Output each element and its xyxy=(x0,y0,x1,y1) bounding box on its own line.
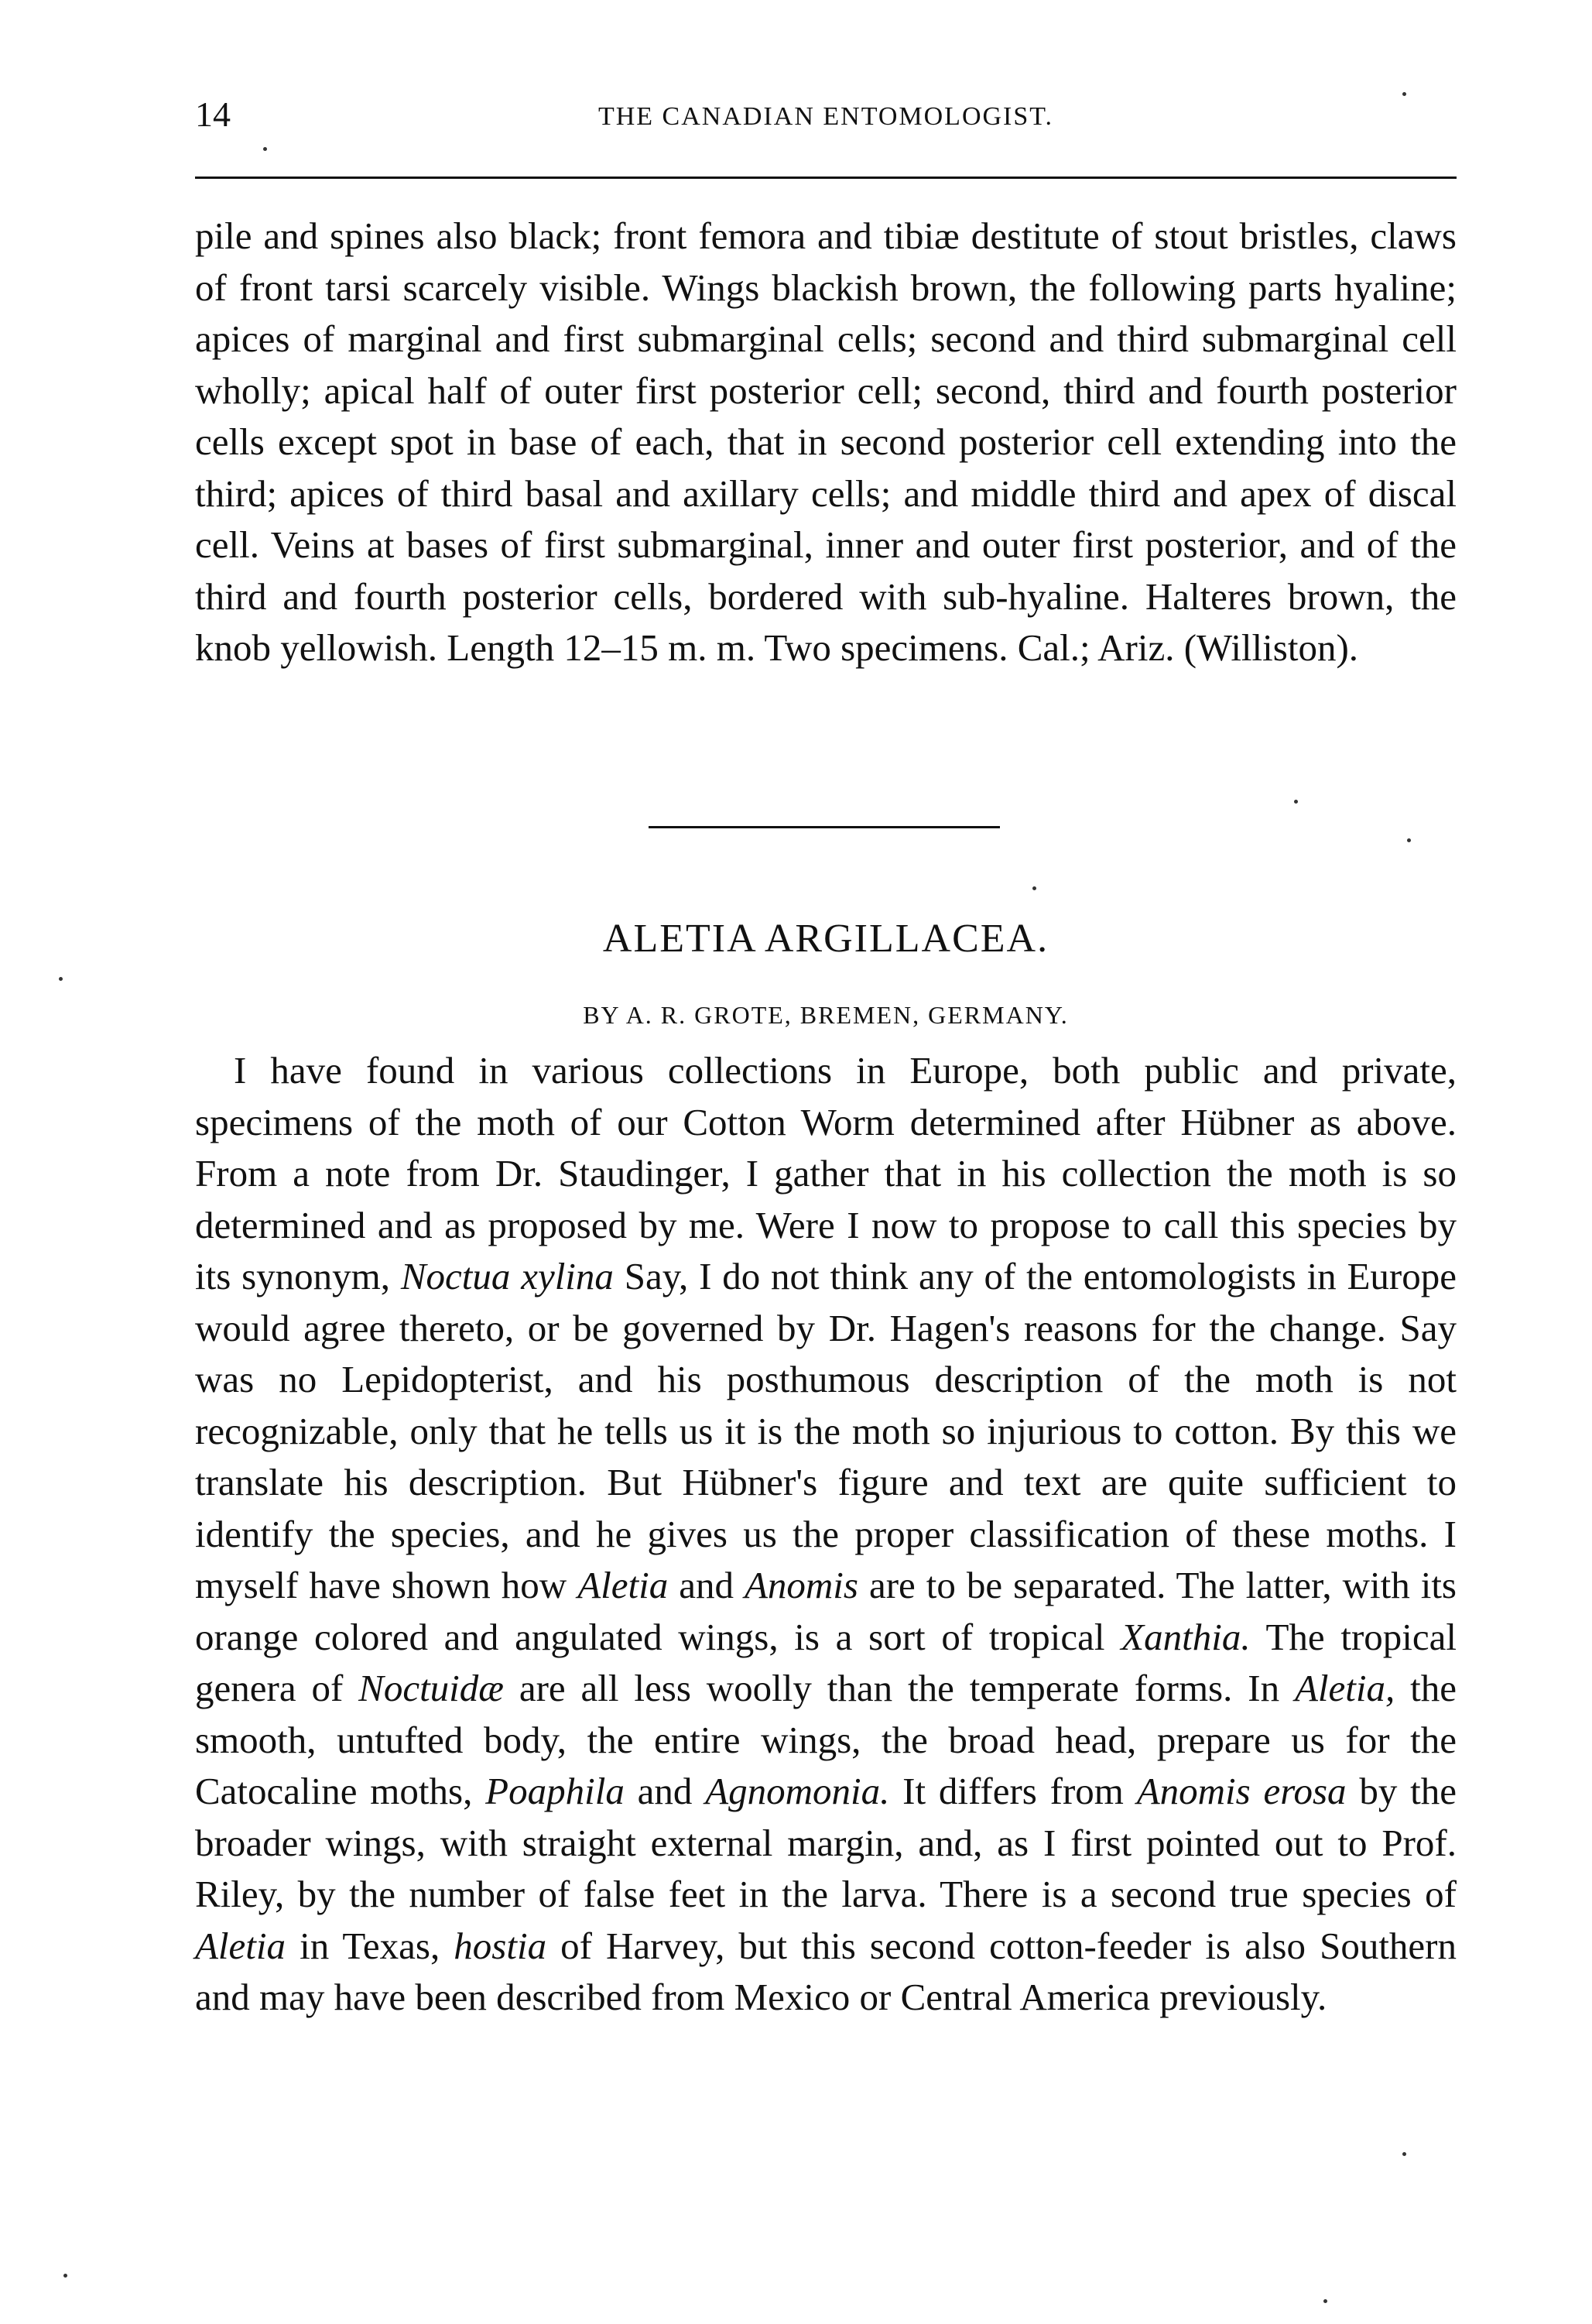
italic-term: Agnomonia. xyxy=(705,1770,890,1812)
italic-term: Anomis xyxy=(744,1564,858,1606)
text-segment: Say, I do not think any of the entomologists in Europe would agree thereto, or be governed by Dr. Hagen's reasons for the change. Say was no Lepidopterist, and his posthumous description of the moth is not recognizable, only that he tells us it is the moth so injurious to cotton. By this we translate his description. But Hübner's figure and text are quite sufficient to identify the species, and he gives us the proper classification of these moths. I myself have shown how xyxy=(195,1255,1457,1606)
scan-speck xyxy=(1407,838,1411,842)
scan-speck xyxy=(59,977,63,981)
page-header xyxy=(195,91,1457,138)
italic-term: Aletia xyxy=(577,1564,669,1606)
text-segment: I have found in various collections in Europe, both public and private, specimens of the moth of our Cotton Worm determined after Hübner as above. From a note from Dr. Staudinger, I gather that in his collection the moth is so determined and as proposed by me. Were I now to propose to call this species by its synonym, xyxy=(195,1049,1457,1297)
italic-term: Aletia, xyxy=(1294,1667,1395,1709)
article-paragraph xyxy=(195,1045,1457,2024)
italic-term: hostia xyxy=(454,1924,547,1967)
text-segment: of Harvey, but this second cotton-feeder is also Southern and may have been described from Mexico or Central America previously. xyxy=(195,1924,1457,2018)
scan-speck xyxy=(63,2274,67,2278)
page-number: 14 xyxy=(195,94,231,134)
text-segment: are to be separated. The latter, with its orange colored and angulated wings, is a sort of tropical xyxy=(195,1564,1457,1658)
continued-paragraph: pile and spines also black; front femora and tibiæ destitute of stout bristles, claws of front tarsi scarcely visible. Wings blackish brown, the following parts hyaline; apices of marginal and first submarginal cells; second and third submarginal cell wholly; apical half of outer first posterior cell; second, third and fourth posterior cells except spot in base of each, that in second posterior cell extending into the third; apices of third basal and axillary cells; and middle third and apex of discal cell. Veins at bases of first submarginal, inner and outer first posterior, and of the third and fourth posterior cells, bordered with sub-hyaline. Halteres brown, the knob yellowish. Length 12–15 m. m. Two specimens. Cal.; Ariz. (Williston). xyxy=(195,214,1457,669)
section-divider xyxy=(649,826,1000,828)
italic-term: Poaphila xyxy=(485,1770,625,1812)
text-segment: by the broader wings, with straight external margin, and, as I first pointed out to Prof. Riley, by the number of false feet in the larva. There is a second true species of xyxy=(195,1770,1457,1915)
scan-speck xyxy=(1032,886,1036,890)
scan-speck xyxy=(1323,2299,1327,2303)
text-segment: are all less woolly than the temperate forms. In xyxy=(503,1667,1295,1709)
text-segment: in Texas, xyxy=(286,1924,454,1967)
italic-term: Noctua xylina xyxy=(400,1255,614,1297)
article-byline: BY A. R. GROTE, BREMEN, GERMANY. xyxy=(583,1001,1069,1029)
text-segment: the smooth, untufted body, the entire wings, the broad head, prepare us for the Catocaline moths, xyxy=(195,1667,1457,1812)
italic-term: Anomis erosa xyxy=(1136,1770,1347,1812)
text-segment: and xyxy=(668,1564,745,1606)
article-title: ALETIA ARGILLACEA. xyxy=(602,917,1049,961)
scan-speck xyxy=(1402,92,1406,96)
italic-term: Aletia xyxy=(195,1924,286,1967)
running-title: THE CANADIAN ENTOMOLOGIST. xyxy=(597,102,1054,131)
scan-speck xyxy=(1294,800,1298,804)
header-rule xyxy=(195,177,1457,179)
scan-speck xyxy=(263,147,267,151)
italic-term: Xanthia. xyxy=(1121,1615,1251,1658)
italic-term: Noctuidæ xyxy=(358,1667,504,1709)
scan-speck xyxy=(1402,2152,1406,2156)
text-segment: It differs from xyxy=(889,1770,1137,1812)
text-segment: The tropical genera of xyxy=(195,1615,1457,1709)
text-segment: and xyxy=(624,1770,706,1812)
